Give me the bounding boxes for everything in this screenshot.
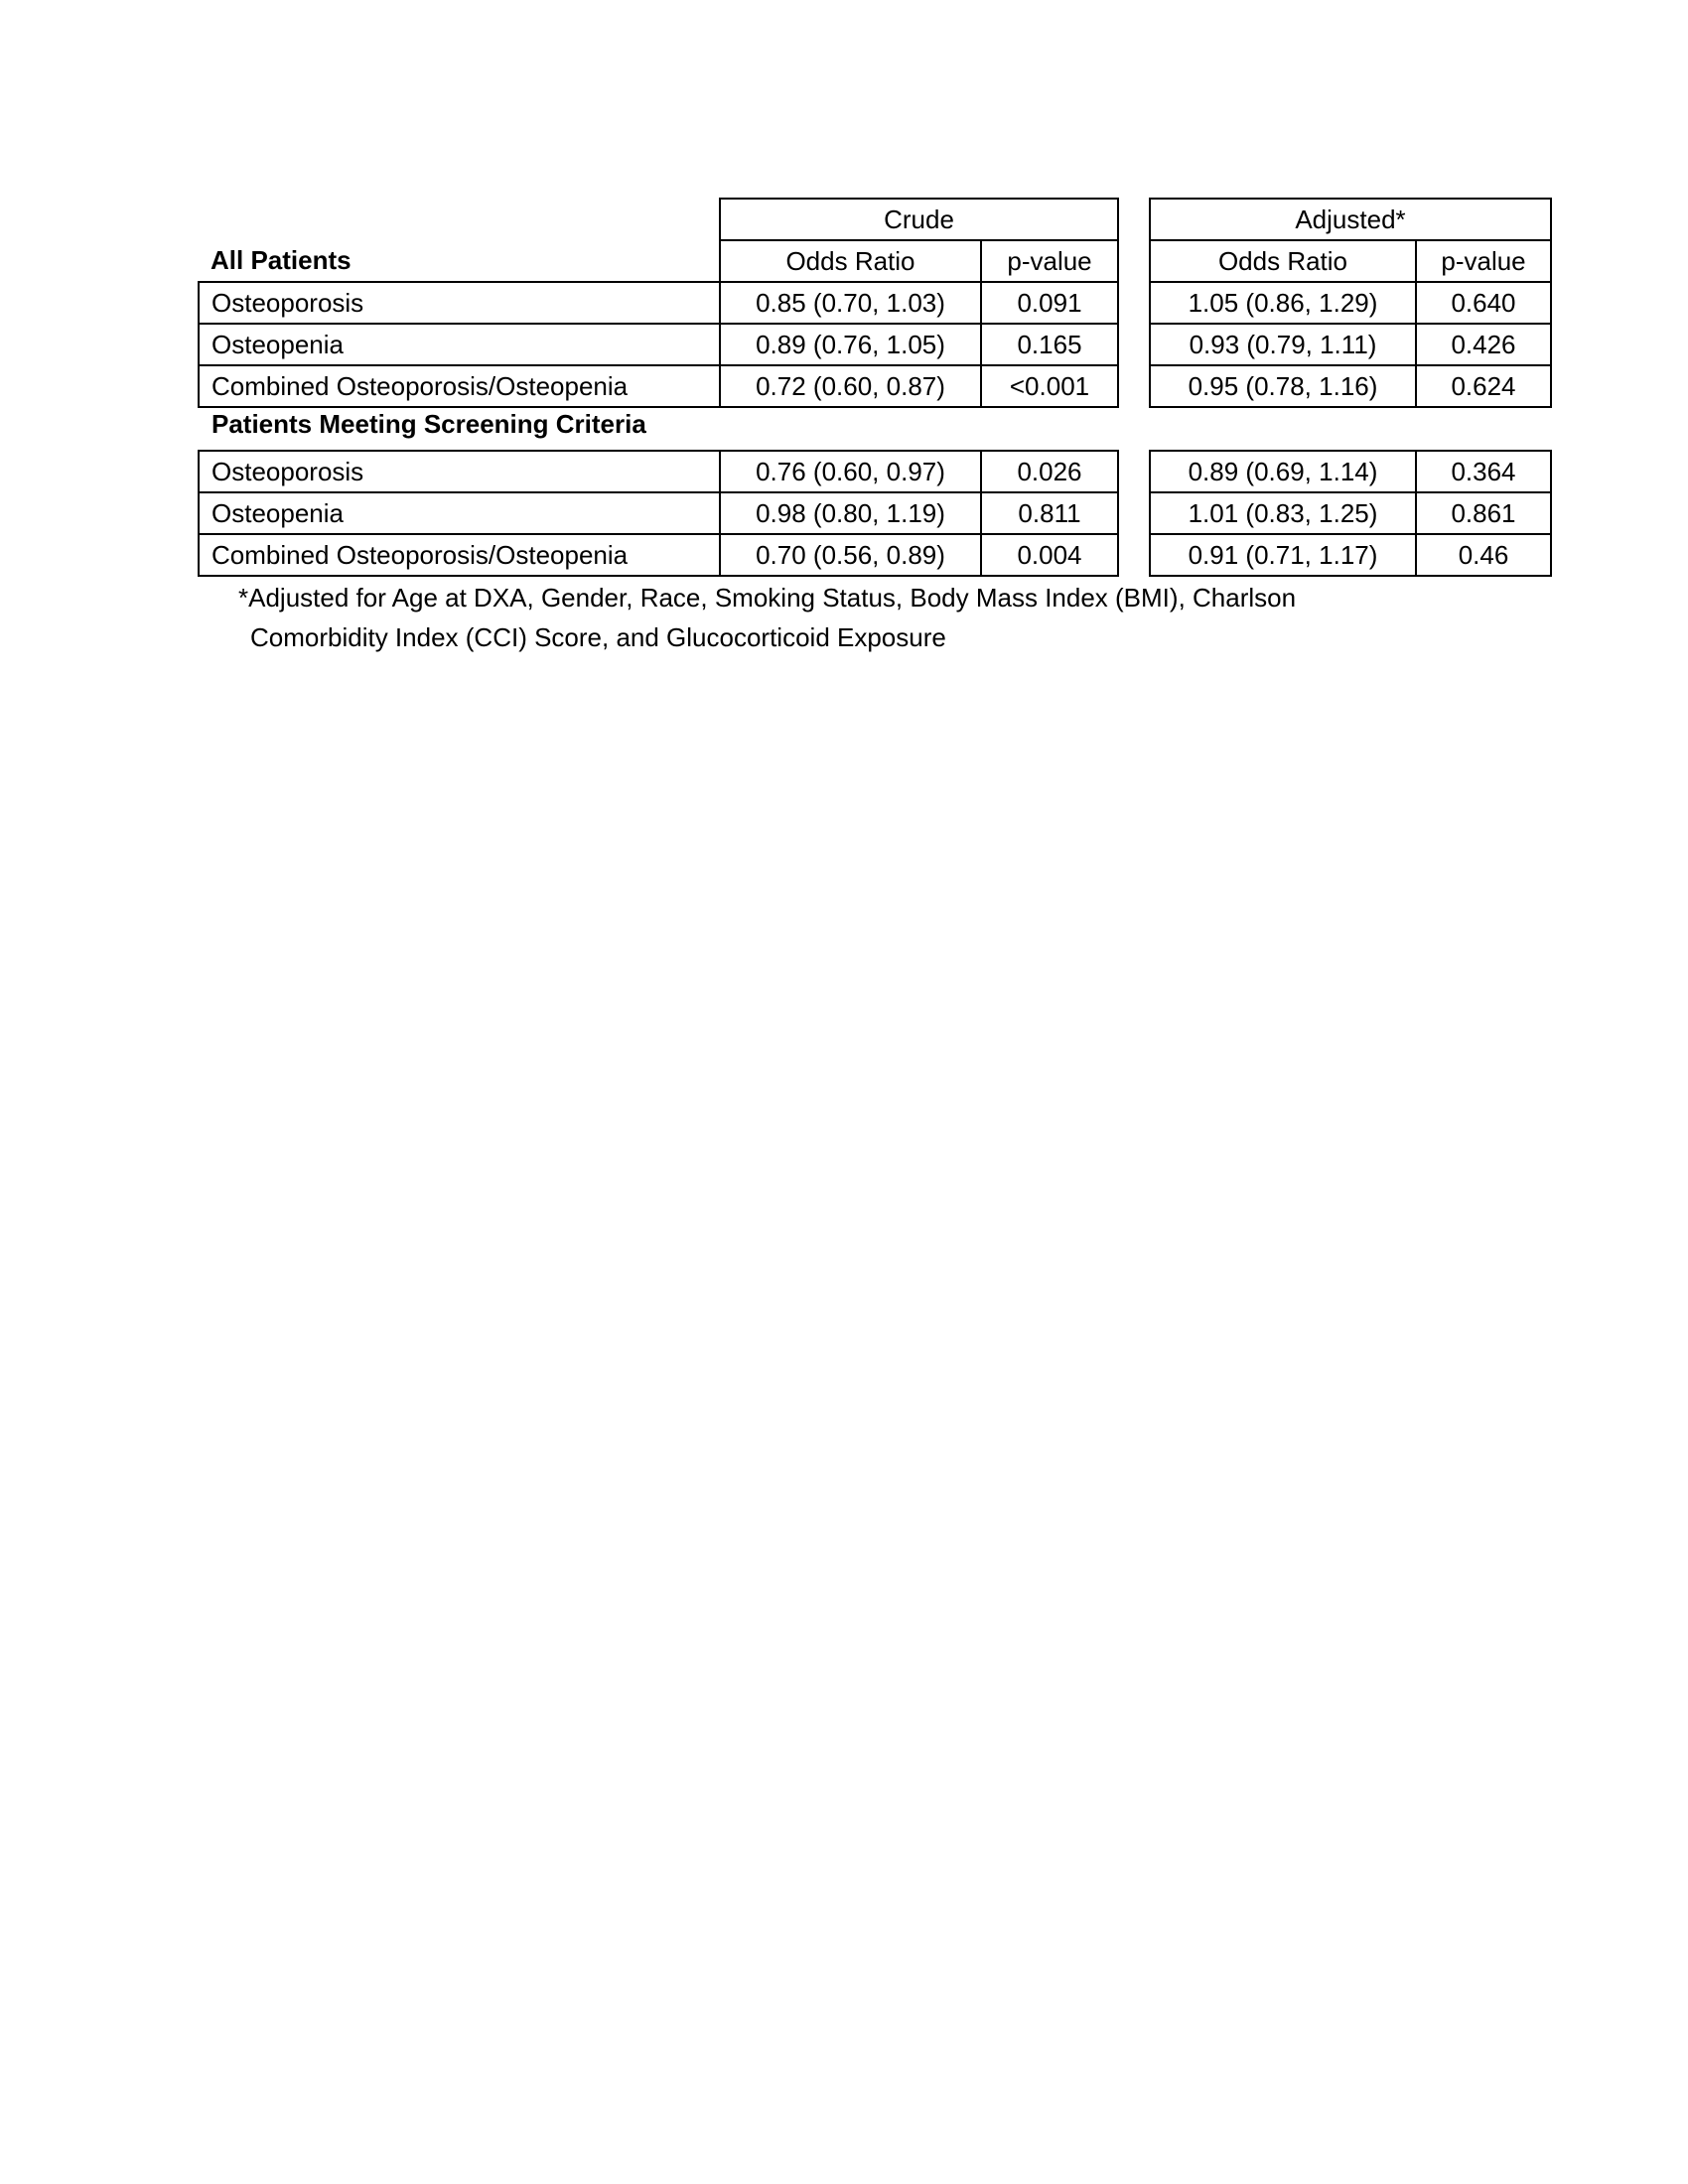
table-row (199, 324, 1118, 365)
adjusted-odds-ratio: 0.91 (0.71, 1.17) (1150, 534, 1416, 576)
adjusted-odds-ratio: 0.89 (0.69, 1.14) (1150, 451, 1416, 492)
table-row (199, 534, 1118, 576)
table-row (199, 492, 1118, 534)
crude-p-value: 0.811 (981, 492, 1118, 534)
p-value-header: p-value (1416, 240, 1551, 282)
crude-p-value: 0.091 (981, 282, 1118, 324)
table-row (1150, 534, 1551, 576)
adjusted-p-value: 0.426 (1416, 324, 1551, 365)
adjusted-table-screening (1149, 450, 1552, 577)
odds-ratio-header: Odds Ratio (720, 240, 981, 282)
table-row (1150, 324, 1551, 365)
adjusted-p-value: 0.624 (1416, 365, 1551, 407)
adjusted-p-value: 0.640 (1416, 282, 1551, 324)
p-value-header: p-value (981, 240, 1118, 282)
crude-odds-ratio: 0.85 (0.70, 1.03) (720, 282, 981, 324)
crude-p-value: 0.165 (981, 324, 1118, 365)
adjusted-odds-ratio: 1.05 (0.86, 1.29) (1150, 282, 1416, 324)
footnote-line: *Adjusted for Age at DXA, Gender, Race, Smoking Status, Body Mass Index (BMI), Charlson (238, 583, 1297, 613)
crude-odds-ratio: 0.76 (0.60, 0.97) (720, 451, 981, 492)
row-label: Osteoporosis (199, 451, 720, 492)
footnote (238, 578, 1296, 657)
adjusted-table-all-patients (1149, 198, 1552, 408)
table-row (199, 282, 1118, 324)
crude-table-all-patients (198, 198, 1119, 408)
table-row (199, 365, 1118, 407)
crude-table-screening (198, 450, 1119, 577)
table-row (1150, 365, 1551, 407)
row-label: Osteopenia (199, 492, 720, 534)
footnote-line: Comorbidity Index (CCI) Score, and Glucocorticoid Exposure (250, 622, 946, 652)
crude-odds-ratio: 0.72 (0.60, 0.87) (720, 365, 981, 407)
adjusted-odds-ratio: 0.95 (0.78, 1.16) (1150, 365, 1416, 407)
crude-p-value: 0.026 (981, 451, 1118, 492)
crude-p-value: <0.001 (981, 365, 1118, 407)
empty-cell (199, 199, 720, 240)
crude-header: Crude (720, 199, 1118, 240)
adjusted-p-value: 0.46 (1416, 534, 1551, 576)
adjusted-p-value: 0.861 (1416, 492, 1551, 534)
table-row (199, 451, 1118, 492)
table-row (1150, 492, 1551, 534)
table-row (1150, 451, 1551, 492)
odds-ratio-header: Odds Ratio (1150, 240, 1416, 282)
adjusted-p-value: 0.364 (1416, 451, 1551, 492)
crude-odds-ratio: 0.98 (0.80, 1.19) (720, 492, 981, 534)
adjusted-header: Adjusted* (1150, 199, 1551, 240)
row-label: Osteopenia (199, 324, 720, 365)
adjusted-odds-ratio: 1.01 (0.83, 1.25) (1150, 492, 1416, 534)
row-label: Combined Osteoporosis/Osteopenia (199, 365, 720, 407)
row-label: Combined Osteoporosis/Osteopenia (199, 534, 720, 576)
row-label: Osteoporosis (199, 282, 720, 324)
table-row (1150, 282, 1551, 324)
section-title: Patients Meeting Screening Criteria (211, 409, 646, 439)
crude-odds-ratio: 0.89 (0.76, 1.05) (720, 324, 981, 365)
section-title: All Patients (199, 240, 720, 282)
adjusted-odds-ratio: 0.93 (0.79, 1.11) (1150, 324, 1416, 365)
crude-odds-ratio: 0.70 (0.56, 0.89) (720, 534, 981, 576)
crude-p-value: 0.004 (981, 534, 1118, 576)
